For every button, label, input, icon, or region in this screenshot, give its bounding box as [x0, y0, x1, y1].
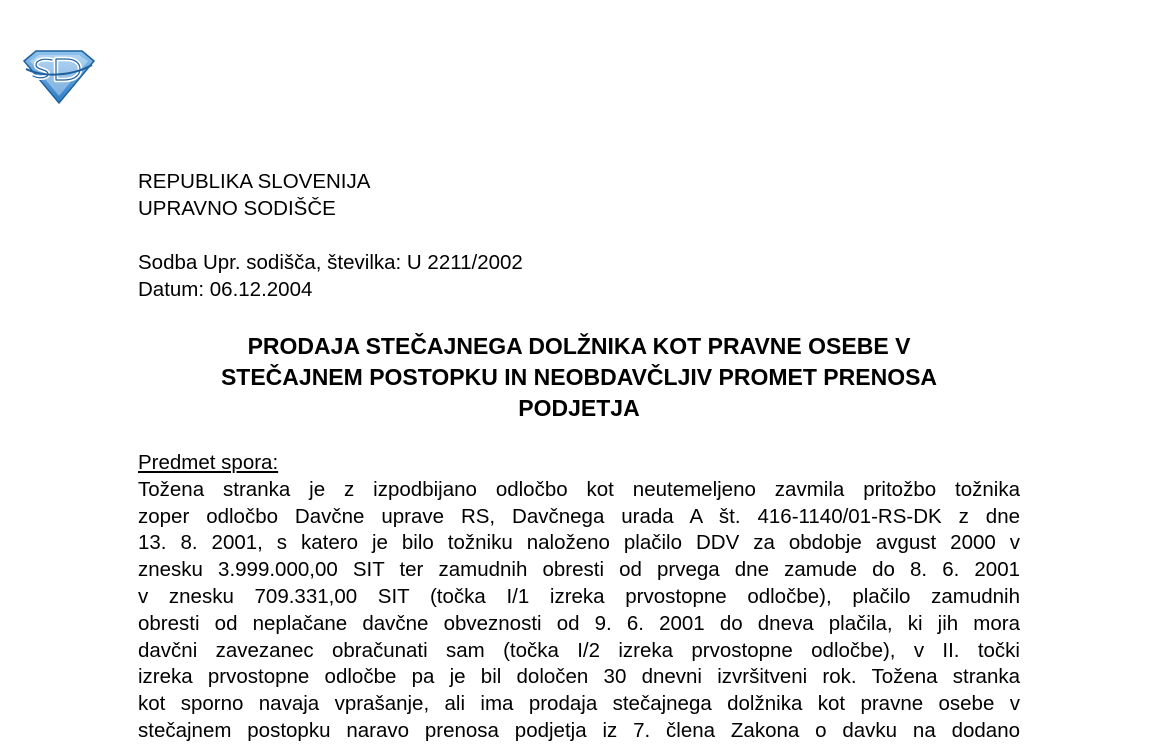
paragraph-line: Tožena stranka je z izpodbijano odločbo kot neutemeljeno zavmila pritožbo tožnika: [138, 477, 1020, 501]
paragraph-line: izreka prvostopne odločbe pa je bil določen 30 dnevni izvršitveni rok. Tožena stranka: [138, 665, 1020, 689]
case-number: Sodba Upr. sodišča, številka: U 2211/2002: [138, 251, 523, 274]
paragraph-line: stečajnem postopku naravo prenosa podjetja iz 7. člena Zakona o davku na dodano: [138, 718, 1020, 742]
sd-logo: [22, 47, 96, 105]
republic-name: REPUBLIKA SLOVENIJA: [138, 170, 371, 193]
paragraph-line: v znesku 709.331,00 SIT (točka I/1 izreka prvostopne odločbe), plačilo zamudnih: [138, 584, 1020, 608]
subject-section: [138, 450, 1020, 745]
case-date: Datum: 06.12.2004: [138, 277, 313, 301]
title-line: STEČAJNEM POSTOPKU IN NEOBDAVČLJIV PROMET PRENOSA: [220, 364, 938, 390]
paragraph-line: 13. 8. 2001, s katero je bilo tožniku naloženo plačilo DDV za obdobje avgust 2000 v: [138, 531, 1020, 555]
document-title: [138, 331, 1020, 424]
paragraph-line: znesku 3.999.000,00 SIT ter zamudnih obresti od prvega dne zamude do 8. 6. 2001: [138, 558, 1020, 582]
title-line: PODJETJA: [518, 395, 640, 421]
title-line: PRODAJA STEČAJNEGA DOLŽNIKA KOT PRAVNE OSEBE V: [247, 333, 911, 359]
case-reference: [138, 250, 1020, 304]
paragraph-line: obresti od neplačane davčne obveznosti od 9. 6. 2001 do dneva plačila, ki jih mora: [138, 611, 1020, 635]
court-header: [138, 169, 1020, 223]
sd-logo-icon: [22, 47, 96, 105]
court-name: UPRAVNO SODIŠČE: [138, 196, 336, 220]
section-heading: Predmet spora:: [138, 451, 279, 474]
paragraph-line: davčni zavezanec obračunati sam (točka I/2 izreka prvostopne odločbe), v II. točki: [138, 638, 1020, 662]
paragraph-line: kot sporno navaja vprašanje, ali ima prodaja stečajnega dolžnika kot pravne osebe v: [138, 692, 1020, 716]
paragraph-line: zoper odločbo Davčne uprave RS, Davčnega urada A št. 416-1140/01-RS-DK z dne: [138, 504, 1020, 528]
